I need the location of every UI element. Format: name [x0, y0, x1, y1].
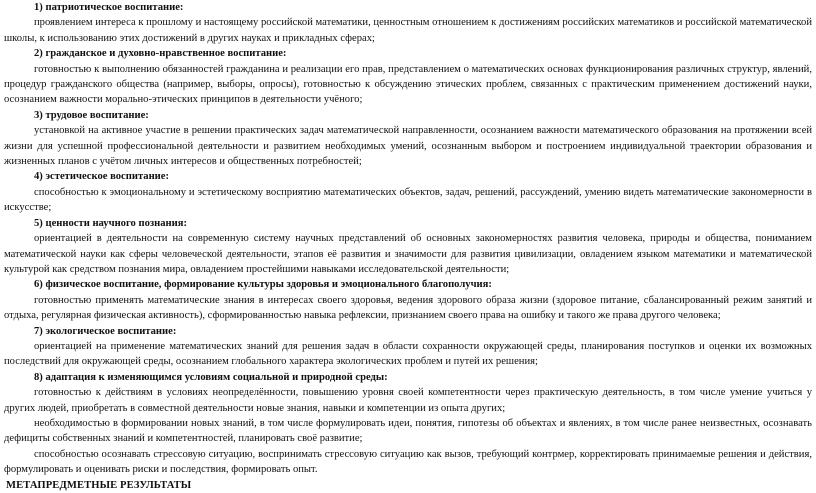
heading-aesthetic: 4) эстетическое воспитание:	[34, 171, 170, 183]
heading-ecological: 7) экологическое воспитание:	[34, 325, 177, 337]
heading-physical: 6) физическое воспитание, формирование культуры здоровья и эмоционального благополучия:	[34, 279, 492, 291]
heading-scientific: 5) ценности научного познания:	[34, 217, 187, 229]
paragraph-adaptation-1: готовностью к действиям в условиях неопределённости, повышению уровня своей компетентности через практическую деятельность, в том числе умение учиться у других людей, приобретать в совместной деятельности новые знания, навыки и компетенции из опыта других;	[4, 387, 812, 414]
paragraph-scientific: ориентацией в деятельности на современную систему научных представлений об основных закономерностях развития человека, природы и общества, пониманием математической науки как сферы человеческой деятельности, этапов её развития и значимости для развития цивилизации, овладением языком математики и математической культурой как средством познания мира, овладением простейшими навыками исследовательской деятельности;	[4, 233, 812, 275]
paragraph-civic: готовностью к выполнению обязанностей гражданина и реализации его прав, представлением о математических основах функционирования различных структур, явлений, процедур гражданского общества (например, выборы, опросы), готовностью к обсуждению этических проблем, связанных с практическим применением достижений науки, осознанием важности морально-этических принципов в деятельности учёного;	[4, 63, 812, 106]
heading-patriotic: 1) патриотическое воспитание:	[34, 2, 184, 13]
heading-labor: 3) трудовое воспитание:	[34, 109, 149, 121]
paragraph-physical: готовностью применять математические знания в интересах своего здоровья, ведения здорового образа жизни (здоровое питание, сбалансированный режим занятий и отдыха, регулярная физическая активность), сформированностью навыка рефлексии, признанием своего права на ошибку и такого же права другого человека;	[4, 294, 812, 322]
paragraph-aesthetic: способностью к эмоциональному и эстетическому восприятию математических объектов, задач, решений, рассуждений, умению видеть математические закономерности в искусстве;	[4, 186, 812, 214]
paragraph-patriotic: проявлением интереса к прошлому и настоящему российской математики, ценностным отношением к достижениям российских математиков и российской математической школы, к использованию этих достижений в других науках и прикладных сферах;	[4, 17, 812, 44]
paragraph-adaptation-2: необходимостью в формировании новых знаний, в том числе формулировать идеи, понятия, гипотезы об объектах и явлениях, в том числе ранее неизвестных, осознавать дефициты собственных знаний и компетентностей, планировать своё развитие;	[4, 417, 812, 445]
paragraph-adaptation-3: способностью осознавать стрессовую ситуацию, воспринимать стрессовую ситуацию как вызов, требующий контрмер, корректировать принимаемые решения и действия, формулировать и оценивать риски и последствия, формировать опыт.	[4, 448, 812, 476]
section-title-metasubject: МЕТАПРЕДМЕТНЫЕ РЕЗУЛЬТАТЫ	[6, 479, 192, 491]
paragraph-labor: установкой на активное участие в решении практических задач математической направленности, осознанием важности математического образования на протяжении всей жизни для успешной профессиональной деятельности и развитием необходимых умений, осознанным выбором и построением индивидуальной траектории образования и жизненных планов с учётом личных интересов и общественных потребностей;	[4, 125, 812, 168]
paragraph-ecological: ориентацией на применение математических знаний для решения задач в области сохранности окружающей среды, планирования поступков и оценки их возможных последствий для окружающей среды, осознанием глобального характера экологических проблем и путей их решения;	[4, 340, 812, 368]
heading-adaptation: 8) адаптация к изменяющимся условиям социальной и природной среды:	[34, 371, 388, 383]
heading-civic: 2) гражданское и духовно-нравственное воспитание:	[34, 48, 287, 60]
